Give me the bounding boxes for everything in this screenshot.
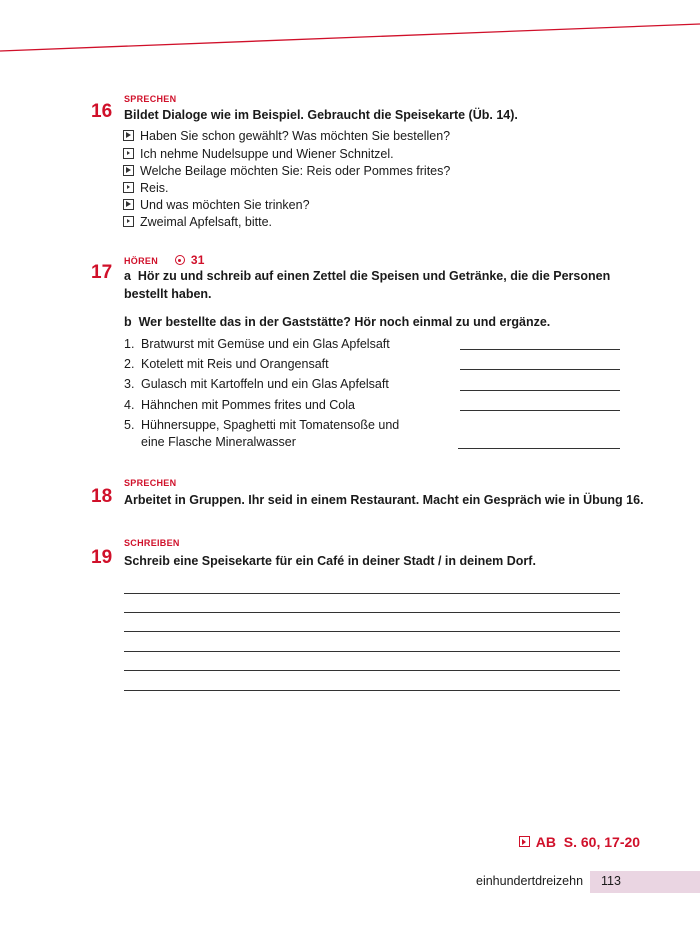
page-number: 113 — [601, 874, 621, 888]
answer-line[interactable] — [460, 349, 620, 350]
exercise-number-19: 19 — [91, 547, 113, 568]
page-number-box — [590, 871, 700, 893]
exercise-number-16: 16 — [91, 101, 113, 122]
exercise-number-17: 17 — [91, 262, 113, 283]
answer-line[interactable] — [460, 369, 620, 370]
answer-line[interactable] — [460, 390, 620, 391]
exercise-19-instruction: Schreib eine Speisekarte für ein Café in deiner Stadt / in deinem Dorf. — [124, 554, 536, 568]
dialog-line: Zweimal Apfelsaft, bitte. — [123, 214, 272, 231]
exercise-18-instruction: Arbeitet in Gruppen. Ihr seid in einem Restaurant. Macht ein Gespräch wie in Übung 16. — [124, 493, 644, 507]
exercise-17a-instruction: a Hör zu und schreib auf einen Zettel die Speisen und Getränke, die die Personen — [124, 269, 611, 283]
list-item: 5. Hühnersuppe, Spaghetti mit Tomatensoße und eine Flasche Mineralwasser — [124, 418, 400, 449]
writing-line[interactable] — [124, 690, 620, 691]
dialog-line: Und was möchten Sie trinken? — [123, 197, 310, 214]
exercise-17b-instruction: b Wer bestellte das in der Gaststätte? Hör noch einmal zu und ergänze. — [124, 315, 551, 329]
exercise-16-instruction: Bildet Dialoge wie im Beispiel. Gebraucht die Speisekarte (Üb. 14). — [124, 108, 518, 122]
speaker-a-icon — [123, 199, 134, 210]
list-item: 2. Kotelett mit Reis und Orangensaft — [124, 357, 329, 371]
dialog-line: Reis. — [123, 180, 168, 197]
writing-line[interactable] — [124, 612, 620, 613]
workbook-link-icon — [519, 836, 530, 847]
answer-line[interactable] — [460, 410, 620, 411]
answer-line[interactable] — [458, 448, 620, 449]
section-label-sprechen: SPRECHEN — [124, 94, 177, 104]
writing-line[interactable] — [124, 593, 620, 594]
page-number-words: einhundertdreizehn — [476, 874, 584, 888]
speaker-b-icon — [123, 148, 134, 159]
writing-line[interactable] — [124, 651, 620, 652]
audio-track-number: 31 — [190, 253, 205, 267]
list-item: 4. Hähnchen mit Pommes frites und Cola — [124, 398, 355, 412]
top-rule — [0, 0, 700, 60]
list-item: 1. Bratwurst mit Gemüse und ein Glas Apfelsaft — [124, 337, 390, 351]
list-item: 3. Gulasch mit Kartoffeln und ein Glas Apfelsaft — [124, 377, 389, 391]
dialog-line: Welche Beilage möchten Sie: Reis oder Pommes frites? — [123, 163, 450, 180]
speaker-a-icon — [123, 165, 134, 176]
exercise-17a-instruction-cont: bestellt haben. — [124, 287, 212, 301]
dialog-line: Ich nehme Nudelsuppe und Wiener Schnitzel. — [123, 146, 394, 163]
speaker-b-icon — [123, 182, 134, 193]
writing-line[interactable] — [124, 631, 620, 632]
speaker-a-icon — [123, 130, 134, 141]
section-label-hoeren: HÖREN 31 — [124, 253, 205, 267]
audio-track-icon — [175, 255, 185, 265]
section-label-schreiben: SCHREIBEN — [124, 538, 180, 548]
writing-line[interactable] — [124, 670, 620, 671]
dialog-line: Haben Sie schon gewählt? Was möchten Sie bestellen? — [123, 128, 450, 145]
workbook-reference[interactable]: AB S. 60, 17-20 — [511, 818, 640, 850]
speaker-b-icon — [123, 216, 134, 227]
exercise-number-18: 18 — [91, 486, 113, 507]
section-label-sprechen: SPRECHEN — [124, 478, 177, 488]
